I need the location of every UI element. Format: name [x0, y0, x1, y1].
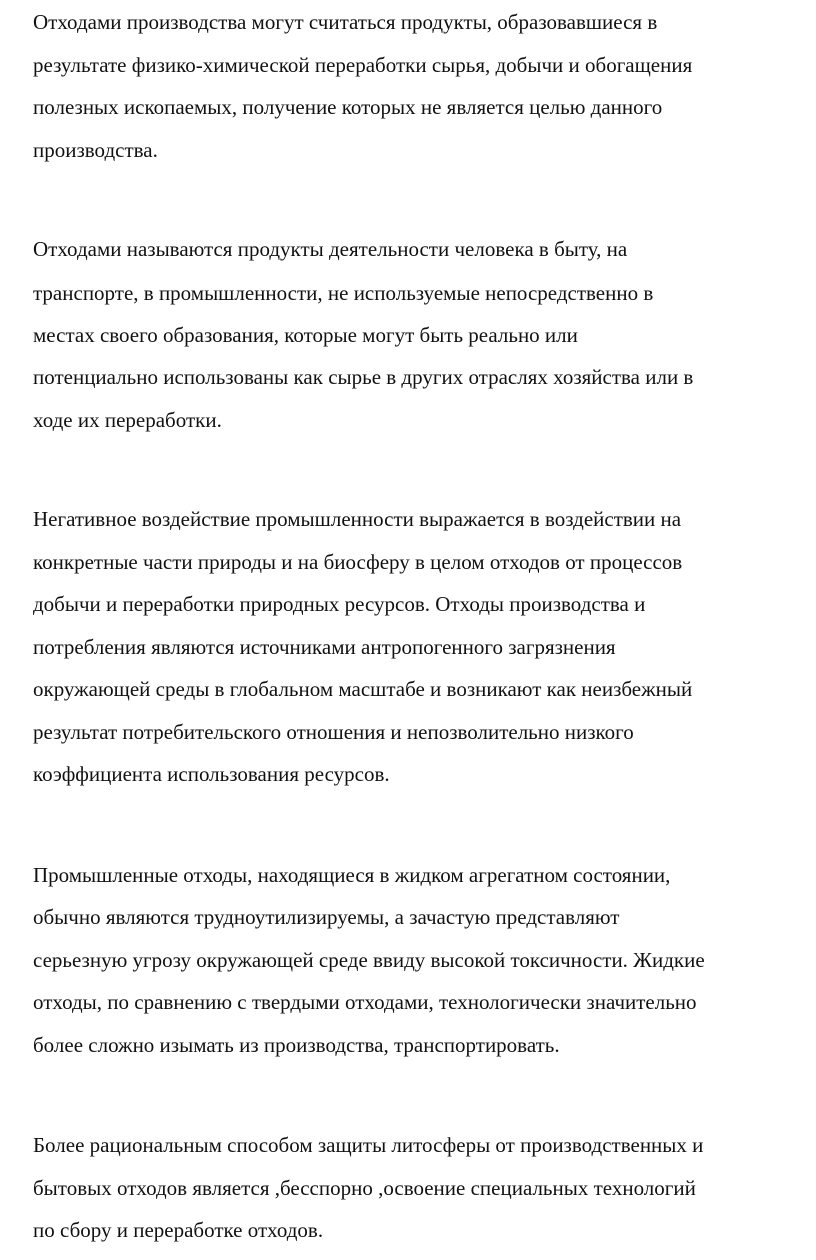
- paragraph-line: местах своего образования, которые могут быть реально или: [33, 323, 578, 347]
- paragraph-line: полезных ископаемых, получение которых не является целью данного: [33, 95, 663, 119]
- paragraph-line: Негативное воздействие промышленности выражается в воздействии на: [33, 507, 682, 531]
- paragraph-line: Более рациональным способом защиты литосферы от производственных и: [33, 1133, 704, 1157]
- paragraph-line: серьезную угрозу окружающей среде ввиду высокой токсичности. Жидкие: [33, 948, 705, 972]
- paragraph-line: коэффициента использования ресурсов.: [33, 762, 390, 786]
- paragraph-line: добычи и переработки природных ресурсов. Отходы производства и: [33, 592, 646, 616]
- paragraph-line: бытовых отходов является ,бесспорно ,освоение специальных технологий: [33, 1176, 696, 1200]
- paragraph-line: Промышленные отходы, находящиеся в жидком агрегатном состоянии,: [33, 863, 671, 887]
- paragraph-line: более сложно изымать из производства, транспортировать.: [33, 1033, 560, 1057]
- paragraph-line: окружающей среды в глобальном масштабе и возникают как неизбежный: [33, 677, 693, 701]
- paragraph-line: обычно являются трудноутилизируемы, а зачастую представляют: [33, 905, 620, 929]
- paragraph-line: потребления являются источниками антропогенного загрязнения: [33, 635, 616, 659]
- paragraph-line: отходы, по сравнению с твердыми отходами, технологически значительно: [33, 990, 697, 1014]
- paragraph-line: производства.: [33, 138, 158, 162]
- paragraph-line: результате физико-химической переработки сырья, добычи и обогащения: [33, 53, 693, 77]
- paragraph-line: потенциально использованы как сырье в других отраслях хозяйства или в: [33, 365, 694, 389]
- paragraph-line: конкретные части природы и на биосферу в целом отходов от процессов: [33, 550, 683, 574]
- paragraph-line: Отходами производства могут считаться продукты, образовавшиеся в: [33, 10, 658, 34]
- paragraph-line: результат потребительского отношения и непозволительно низкого: [33, 720, 634, 744]
- paragraph-line: ходе их переработки.: [33, 408, 222, 432]
- paragraph-line: по сбору и переработке отходов.: [33, 1218, 324, 1242]
- paragraph-line: транспорте, в промышленности, не используемые непосредственно в: [33, 281, 654, 305]
- paragraph-line: Отходами называются продукты деятельности человека в быту, на: [33, 237, 628, 261]
